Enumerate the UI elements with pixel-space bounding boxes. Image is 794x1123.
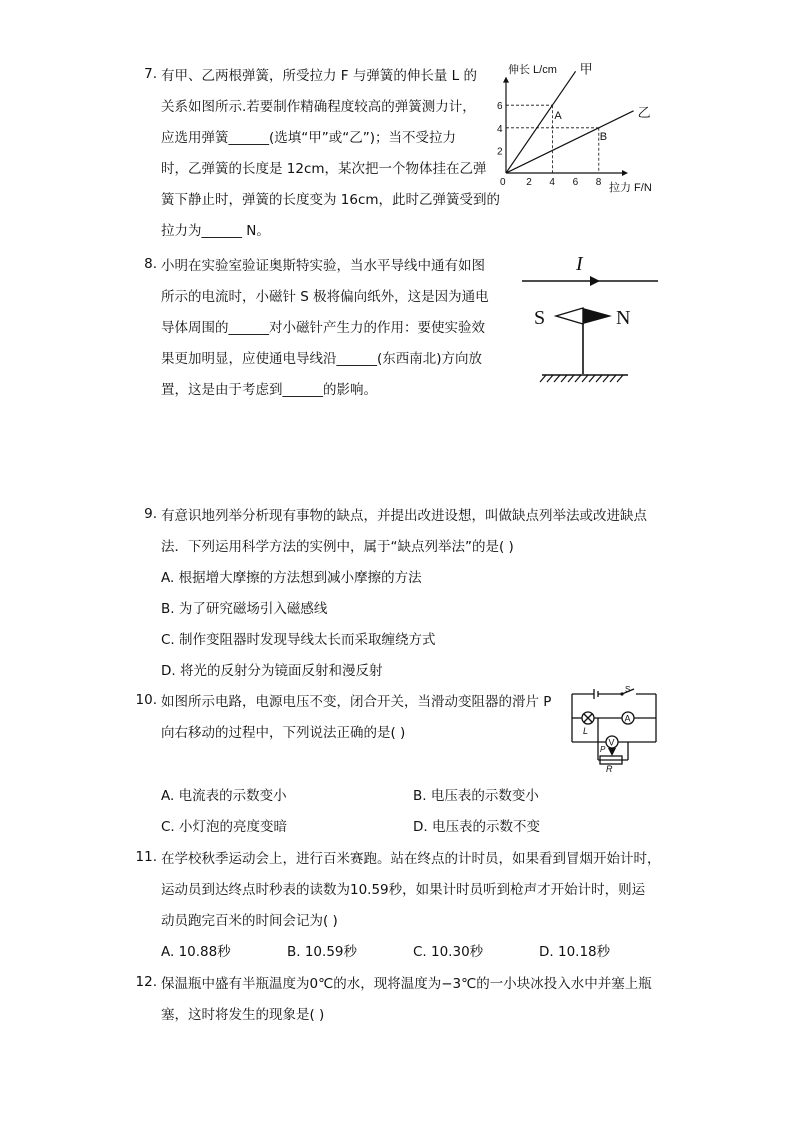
question-number: 11. (135, 849, 157, 865)
series-line (506, 111, 634, 173)
point-label: B (599, 130, 608, 143)
question-text-line: 关系如图所示.若要制作精确程度较高的弹簧测力计， (161, 99, 476, 115)
question-number: 12. (135, 974, 157, 990)
question-number: 7. (144, 66, 157, 82)
question-text-line: 塞，这时将发生的现象是( ) (161, 1007, 325, 1023)
y-axis-label: 伸长 L/cm (508, 64, 557, 76)
question-text-line: 所示的电流时，小磁针 S 极将偏向纸外，这是因为通电 (161, 289, 489, 305)
compass-needle-icon (556, 308, 612, 324)
question-text-line: 有意识地列举分析现有事物的缺点，并提出改进设想，叫做缺点列举法或改进缺点 (161, 508, 647, 524)
question-number: 10. (135, 692, 157, 708)
option-a: A. 10.88秒 (161, 944, 231, 960)
option-c: C. 10.30秒 (413, 944, 484, 960)
series-label: 乙 (637, 104, 651, 120)
y-tick-label: 4 (497, 123, 503, 135)
y-axis-arrow-icon (503, 77, 509, 83)
series-line (506, 71, 576, 173)
option-d: D. 将光的反射分为镜面反射和漫反射 (161, 663, 383, 679)
north-label: N (616, 307, 631, 329)
option-b: B. 为了研究磁场引入磁感线 (161, 601, 328, 617)
switch-label: S (625, 686, 631, 694)
question-text-line: 保温瓶中盛有半瓶温度为0℃的水，现将温度为−3℃的一小块冰投入水中并塞上瓶 (161, 976, 652, 992)
slider-arrow-icon (608, 748, 616, 756)
question-text-line: 小明在实验室验证奥斯特实验，当水平导线中通有如图 (161, 258, 485, 274)
oersted-figure (512, 248, 660, 398)
question-text-line: 在学校秋季运动会上，进行百米赛跑。站在终点的计时员，如果看到冒烟开始计时， (161, 851, 661, 867)
option-a: A. 电流表的示数变小 (161, 788, 287, 804)
question-text-line: 果更加明显，应使通电导线沿______(东西南北)方向放 (161, 351, 483, 367)
question-text-line: 运动员到达终点时秒表的读数为10.59秒，如果计时员听到枪声才开始计时，则运 (161, 882, 646, 898)
x-axis-arrow-icon (622, 170, 628, 176)
option-d: D. 电压表的示数不变 (413, 819, 540, 835)
question-text-line: 置，这是由于考虑到______的影响。 (161, 382, 377, 398)
option-c: C. 制作变阻器时发现导线太长而采取缠绕方式 (161, 632, 436, 648)
question-text-line: 动员跑完百米的时间会记为( ) (161, 913, 338, 929)
question-text-line: 如图所示电路，电源电压不变，闭合开关，当滑动变阻器的滑片 P (161, 694, 552, 710)
question-text-line: 应选用弹簧______(选填“甲”或“乙”)；当不受拉力 (161, 130, 457, 146)
current-label: I (576, 253, 583, 275)
x-tick-label: 0 (500, 177, 506, 188)
x-axis-label: 拉力 F/N (609, 182, 652, 194)
ammeter-label: A (624, 713, 631, 724)
y-tick-label: 2 (497, 146, 503, 158)
option-c: C. 小灯泡的亮度变暗 (161, 819, 288, 835)
question-text-line: 法．下列运用科学方法的实例中，属于“缺点列举法”的是( ) (161, 539, 514, 555)
ground-hatch-icon (540, 375, 623, 382)
question-text-line: 簧下静止时，弹簧的长度变为 16cm，此时乙弹簧受到的 (161, 192, 501, 208)
question-text-line: 导体周围的______对小磁针产生力的作用：要使实验效 (161, 320, 485, 336)
option-d: D. 10.18秒 (539, 944, 611, 960)
question-number: 8. (144, 256, 157, 272)
spring-graph (490, 58, 665, 203)
current-arrow-icon (590, 276, 600, 286)
question-text-line: 拉力为______ N。 (161, 223, 270, 239)
question-text-line: 向右移动的过程中，下列说法正确的是( ) (161, 725, 406, 741)
y-tick-label: 6 (497, 101, 503, 113)
option-b: B. 10.59秒 (287, 944, 357, 960)
x-tick-label: 8 (595, 177, 602, 188)
circuit-figure (568, 686, 660, 772)
series-label: 甲 (579, 61, 593, 77)
lamp-label: L (583, 726, 589, 736)
question-text-line: 时，乙弹簧的长度是 12cm，某次把一个物体挂在乙弹 (161, 161, 487, 177)
option-a: A. 根据增大摩擦的方法想到减小摩擦的方法 (161, 570, 422, 586)
south-label: S (534, 307, 546, 329)
voltmeter-label: V (608, 737, 615, 748)
rheostat-label: R (606, 764, 613, 772)
slider-label: P (600, 745, 606, 754)
question-number: 9. (144, 506, 157, 522)
x-tick-label: 6 (572, 177, 579, 188)
question-text-line: 有甲、乙两根弹簧，所受拉力 F 与弹簧的伸长量 L 的 (161, 68, 477, 84)
point-label: A (554, 110, 562, 123)
x-tick-label: 4 (549, 177, 555, 188)
x-tick-label: 2 (526, 177, 532, 188)
option-b: B. 电压表的示数变小 (413, 788, 539, 804)
